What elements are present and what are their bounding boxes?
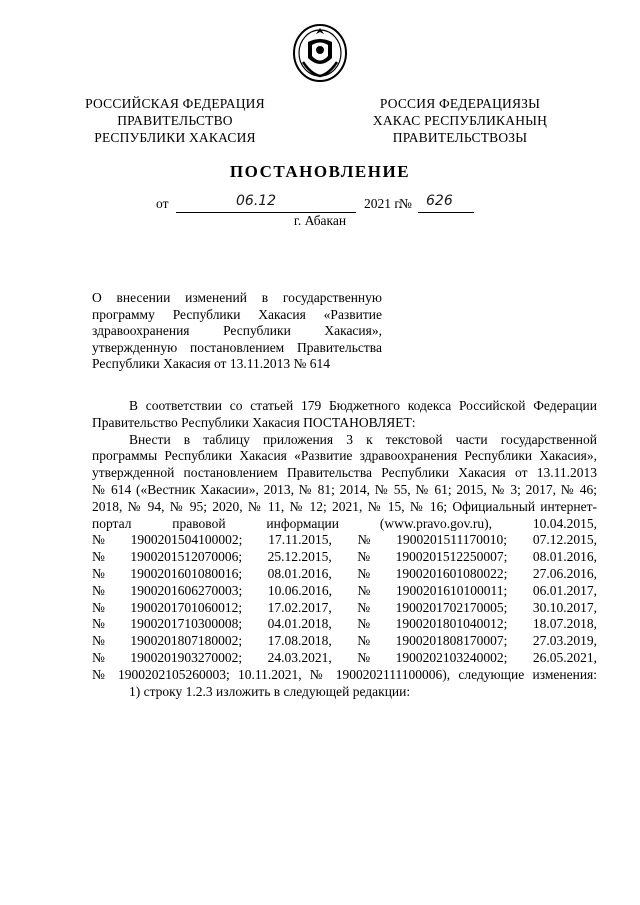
header-left-line: ПРАВИТЕЛЬСТВО: [117, 113, 233, 128]
subject-block: [92, 290, 382, 373]
subject-line: программу Республики Хакасия «Развитие: [92, 306, 382, 322]
registration-cell: 1900201601080016;: [130, 565, 243, 581]
body-line: утвержденной постановлением Правительства Республики Хакасия от 13.11.2013: [92, 465, 597, 481]
registration-cell: 06.01.2017,: [532, 582, 597, 598]
registration-cell: 30.10.2017,: [532, 599, 597, 615]
registration-row: [92, 650, 597, 667]
body-line: Правительство Республики Хакасия ПОСТАНОВЛЯЕТ:: [92, 414, 416, 430]
registration-cell: 04.01.2018,: [267, 616, 332, 632]
city-label: г. Абакан: [293, 213, 347, 228]
registration-cell: 07.12.2015,: [532, 532, 597, 548]
registration-cell: №: [357, 649, 371, 665]
subject-line: Республики Хакасия от 13.11.2013 № 614: [92, 356, 330, 371]
registration-cell: №: [92, 616, 105, 632]
portal-row: [92, 516, 597, 533]
body-line: Внести в таблицу приложения 3 к текстовой части государственной: [129, 431, 597, 447]
registration-cell: 24.03.2021,: [267, 649, 332, 665]
registration-cell: 17.02.2017,: [267, 599, 332, 615]
registration-cell: 17.11.2015,: [268, 532, 332, 548]
portal-word: 10.04.2015,: [532, 515, 597, 531]
body-line: № 1900202105260003; 10.11.2021, № 1900202111100006), следующие изменения:: [92, 666, 597, 682]
registration-row: [92, 633, 597, 650]
registration-cell: №: [357, 633, 371, 649]
registration-cell: 1900201801040012;: [395, 616, 508, 632]
subject-line: здравоохранения Республики Хакасия»,: [92, 323, 382, 338]
registration-row: [92, 566, 597, 583]
header-right-line: ПРАВИТЕЛЬСТВОЗЫ: [392, 130, 528, 145]
portal-word: правовой: [172, 515, 226, 531]
header-left: [80, 95, 270, 146]
body-line: В соответствии со статьей 179 Бюджетного кодекса Российской Федерации: [129, 398, 597, 413]
registration-cell: №: [357, 549, 371, 565]
body-line: программы Республики Хакасия «Развитие здравоохранения Республики Хакасия»,: [92, 448, 597, 464]
registration-cell: №: [357, 599, 371, 615]
registration-cell: 1900201512070006;: [130, 549, 243, 565]
document-title: ПОСТАНОВЛЕНИЕ: [229, 162, 411, 181]
registration-cell: 1900201903270002;: [130, 649, 243, 665]
registration-cell: №: [357, 532, 371, 548]
registration-cell: 1900201601080022;: [395, 565, 508, 581]
registration-cell: 1900201512250007;: [395, 549, 508, 565]
registration-cell: 1900201511170010;: [396, 532, 508, 548]
portal-word: информации: [266, 515, 339, 531]
registration-cell: 1900201504100002;: [130, 532, 243, 548]
registration-cell: 1900201808170007;: [395, 633, 508, 649]
registration-cell: №: [357, 582, 371, 598]
registration-cell: №: [92, 532, 105, 548]
registration-cell: 27.06.2016,: [532, 565, 597, 581]
portal-word: (www.pravo.gov.ru),: [379, 515, 493, 531]
registration-cell: №: [92, 582, 105, 598]
registration-cell: №: [92, 565, 105, 581]
registration-cell: 10.06.2016,: [267, 582, 332, 598]
header-right: [360, 95, 560, 146]
registration-cell: 08.01.2016,: [267, 565, 332, 581]
registration-cell: 27.03.2019,: [532, 633, 597, 649]
subject-line: утвержденную постановлением Правительства: [92, 339, 382, 355]
registration-cell: №: [92, 649, 105, 665]
registration-row: [92, 616, 597, 633]
registration-cell: №: [92, 599, 105, 615]
registration-row: [92, 600, 597, 617]
registration-cell: №: [357, 616, 371, 632]
registration-cell: 26.05.2021,: [532, 649, 597, 665]
coat-of-arms-icon: [291, 22, 349, 84]
header-right-line: ХАКАС РЕСПУБЛИКАНЫҢ: [372, 113, 548, 128]
registration-row: [92, 549, 597, 566]
body-line-item: 1) строку 1.2.3 изложить в следующей редакции:: [129, 683, 411, 699]
registration-cell: 17.08.2018,: [267, 633, 332, 649]
registration-row: [92, 532, 597, 549]
body-text: [92, 398, 597, 700]
registration-cell: 1900201606270003;: [130, 582, 243, 598]
registration-cell: 1900202103240002;: [395, 649, 508, 665]
registration-rows: [92, 532, 597, 666]
number-sign: №: [399, 196, 412, 211]
registration-cell: 25.12.2015,: [267, 549, 332, 565]
year-label: 2021 г.: [364, 196, 402, 211]
registration-cell: 1900201710300008;: [130, 616, 243, 632]
registration-cell: 08.01.2016,: [532, 549, 597, 565]
registration-cell: №: [92, 633, 105, 649]
registration-cell: 1900201702170005;: [395, 599, 508, 615]
registration-cell: 1900201701060012;: [130, 599, 243, 615]
subject-line: О внесении изменений в государственную: [92, 290, 382, 305]
registration-cell: 1900201807180002;: [130, 633, 243, 649]
header-left-line: РЕСПУБЛИКИ ХАКАСИЯ: [94, 130, 256, 145]
registration-cell: 18.07.2018,: [532, 616, 597, 632]
body-line: № 614 («Вестник Хакасии», 2013, № 81; 2014, № 55, № 61; 2015, № 3; 2017, № 46;: [92, 481, 597, 497]
registration-row: [92, 583, 597, 600]
header-left-line: РОССИЙСКАЯ ФЕДЕРАЦИЯ: [85, 96, 265, 111]
registration-cell: 1900201610100011;: [395, 582, 508, 598]
registration-cell: №: [357, 565, 371, 581]
number-handwritten: 626: [426, 193, 453, 209]
date-prefix: от: [156, 196, 169, 211]
body-line: 2018, № 94, № 95; 2020, № 11, № 12; 2021, № 15, № 16; Официальный интернет-: [92, 498, 597, 514]
date-handwritten: 06.12: [236, 193, 277, 209]
header-right-line: РОССИЯ ФЕДЕРАЦИЯЗЫ: [379, 96, 541, 111]
portal-word: портал: [92, 515, 132, 531]
registration-cell: №: [92, 549, 105, 565]
